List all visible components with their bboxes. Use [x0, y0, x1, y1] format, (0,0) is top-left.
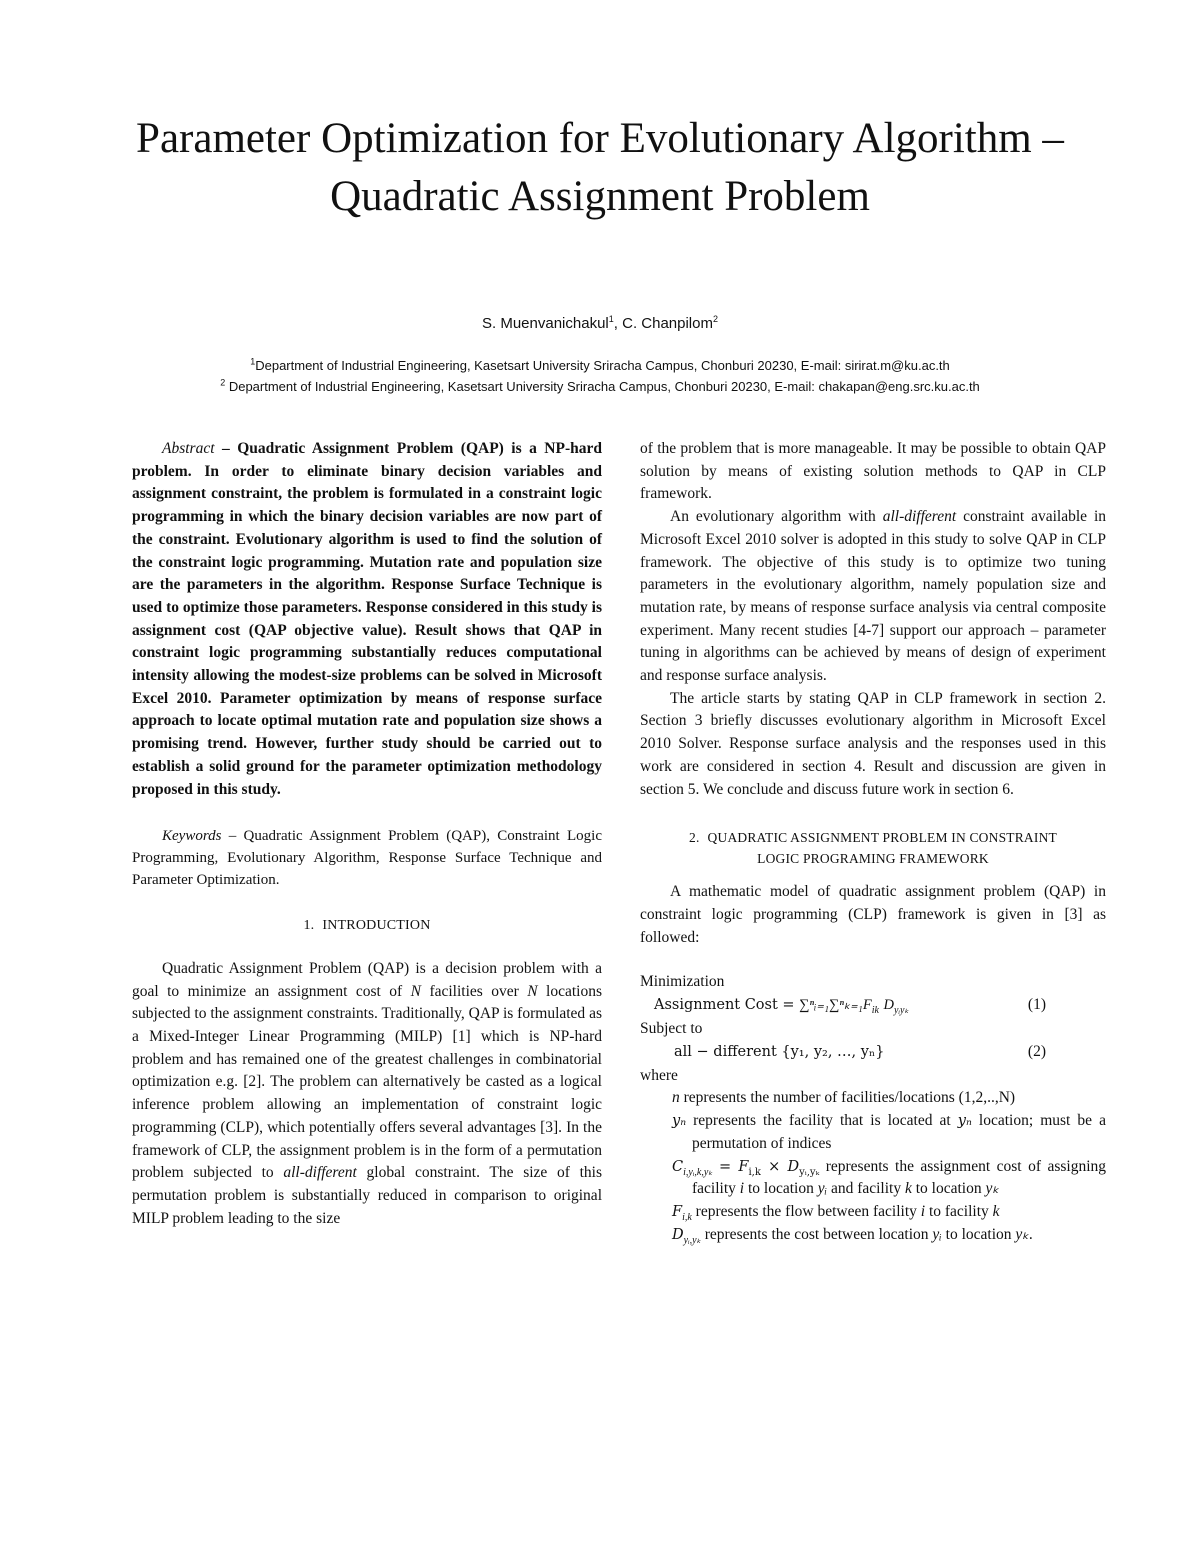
where-c-text-4: to location: [911, 1180, 986, 1198]
symbol-c: C: [672, 1158, 684, 1175]
author-2-sup: 2: [712, 314, 718, 324]
intro-p1-n1: N: [410, 982, 421, 1000]
symbol-yn-2: yₙ: [957, 1113, 972, 1130]
where-yn-text-2: location; must be a permutation of indices: [692, 1112, 1107, 1152]
affiliation-2-text: Department of Industrial Engineering, Kasetsart University Sriracha Campus, Chonburi 20230, E-mail: chakapan@eng.src.ku.ac.th: [225, 379, 980, 394]
title-line-1: Parameter Optimization for Evolutionary Algorithm –: [136, 115, 1064, 162]
intro-p1-d: global constraint. The size of this permutation problem is substantially reduced in comparison to original MILP problem leading to the size: [132, 1164, 602, 1227]
right-column: [640, 438, 1106, 1246]
intro-p2-a: An evolutionary algorithm with: [670, 508, 883, 526]
where-yn-text: represents the facility that is located at: [686, 1112, 958, 1130]
section-1-number: 1.: [303, 918, 315, 934]
intro-p2-alldiff: all-different: [882, 508, 957, 526]
where-f-text: represents the flow between facility: [691, 1202, 921, 1220]
affiliation-1-text: Department of Industrial Engineering, Kasetsart University Sriracha Campus, Chonburi 20230, E-mail: sirirat.m@ku.ac.th: [255, 358, 950, 373]
abstract-dash: –: [214, 440, 238, 457]
author-separator: ,: [613, 315, 623, 332]
where-item-n: [640, 1087, 1106, 1110]
section-2-title-line-2: LOGIC PROGRAMING FRAMEWORK: [757, 851, 989, 867]
symbol-yi: yᵢ: [817, 1180, 828, 1198]
symbol-k: k: [904, 1180, 912, 1198]
affiliation-1-sup: 1: [250, 356, 256, 367]
equation-1-lhs: Assignment Cost =: [654, 997, 800, 1014]
where-item-f: $F_{i,k}$ represents the flow between facility i to facility k: [672, 1202, 1000, 1224]
where-c-text-3: and facility: [827, 1180, 905, 1198]
abstract: [132, 438, 602, 801]
author-1-sup: 1: [608, 314, 614, 324]
intro-p1-b: facilities over: [421, 982, 528, 1000]
intro-p2-b: constraint available in Microsoft Excel 2010 solver is adopted in this study to solve QAP in CLP framework. The objective of this study is to optimize two tuning parameters in the evolutionary algorithm, namely population size and mutation rate, by means of response surface analysis via central composite experiment. Many recent studies [4-7] support our approach – parameter tuning in algorithms can be achieved by means of design of experiment and response surface analysis.: [640, 508, 1107, 685]
paper-title: [60, 110, 1140, 226]
section-2-heading: [640, 827, 1106, 869]
author-1: S. Muenvanichakul: [482, 315, 609, 332]
equation-1-expression: Assignment Cost = $\sum^nᵢ_{=1}\sum^n_{k=1}F_{ik}$ $D_{yᵢy_k}$: [654, 997, 909, 1016]
where-item-yn: [640, 1110, 1106, 1155]
author-2: C. Chanpilom: [622, 315, 713, 332]
intro-p1-a: Quadratic Assignment Problem (QAP) is a decision problem with a goal to minimize an assignment cost of: [132, 959, 602, 1000]
left-column: [132, 438, 602, 1230]
authors: [0, 315, 1200, 332]
where-f-text-2: to facility: [925, 1202, 993, 1220]
where-d-text-2: to location: [941, 1225, 1016, 1243]
equation-2: [640, 1041, 1106, 1065]
symbol-n: n: [672, 1089, 680, 1107]
where-d-text: represents the cost between location: [700, 1225, 933, 1243]
where-n-text: represents the number of facilities/locations (1,2,..,N): [679, 1089, 1016, 1107]
where-item-d: $D_{yᵢ,y_k}$ represents the cost between location yᵢ to location yₖ.: [672, 1225, 1033, 1246]
where-label: where: [640, 1066, 678, 1084]
intro-paragraph-2: [640, 506, 1106, 688]
where-item-c: $C_{i,yᵢ,k,y_k} = F_{i,k} \times D_{yᵢ,y_k}$ represents the assignment cost of assigning facility i to location yᵢ and facility k to location yₖ: [672, 1157, 1107, 1198]
equation-1-number: (1): [1027, 996, 1046, 1014]
symbol-yn: yₙ: [672, 1113, 687, 1130]
minimization-label: Minimization: [640, 973, 725, 991]
affiliation-2: [0, 379, 1200, 394]
section-1-heading: [132, 915, 602, 938]
subject-to-label: Subject to: [640, 1020, 703, 1038]
intro-paragraph-1-continued: of the problem that is more manageable. It may be possible to obtain QAP solution by means of existing solution methods to QAP in CLP framework.: [640, 440, 1106, 503]
title-line-2: Quadratic Assignment Problem: [330, 173, 870, 220]
affiliation-1: [0, 358, 1200, 373]
section-1-title: INTRODUCTION: [322, 918, 431, 934]
intro-paragraph-3: The article starts by stating QAP in CLP framework in section 2. Section 3 briefly discusses evolutionary algorithm in Microsoft Excel 2010 Solver. Response surface analysis and the responses used in this work are considered in section 4. Result and discussion are given in section 5. We conclude and discuss future work in section 6.: [640, 689, 1106, 798]
section-2-title-line-1: QUADRATIC ASSIGNMENT PROBLEM IN CONSTRAINT: [707, 830, 1057, 846]
symbol-f: F: [672, 1203, 683, 1220]
symbol-yk: yₖ: [985, 1180, 999, 1198]
keywords-label: Keywords: [162, 828, 222, 845]
section-2-number: 2.: [689, 830, 700, 846]
keywords: [132, 825, 602, 891]
intro-p1-n2: N: [527, 982, 538, 1000]
symbol-k-2: k: [992, 1202, 1000, 1220]
equation-2-number: (2): [1027, 1042, 1046, 1060]
symbol-i-2: i: [920, 1202, 926, 1220]
where-d-end: .: [1028, 1225, 1033, 1243]
affiliation-2-sup: 2: [220, 377, 226, 388]
intro-p1-c: locations subjected to the assignment constraints. Traditionally, QAP is formulated as a Mixed-Integer Linear Programming (MILP) [1] which is NP-hard problem and has remained one of the greatest challenges in combinatorial optimization e.g. [2]. The problem can alternatively be casted as a logical inference problem allowing an implementation of constraint logic programming (CLP), which potentially offers several advantages [3]. In the framework of CLP, the assignment problem is in the form of a permutation problem subjected to: [132, 982, 602, 1182]
intro-p1-alldiff: all-different: [283, 1164, 357, 1182]
intro-paragraph-1: [132, 958, 602, 1230]
abstract-text: Quadratic Assignment Problem (QAP) is a NP-hard problem. In order to eliminate binary decision variables and assignment constraint, the problem is formulated in a constraint logic programming in which the binary decision variables are now part of the constraint. Evolutionary algorithm is used to find the solution of the constraint logic programming. Mutation rate and population size are the parameters in the algorithm. Response Surface Technique is used to optimize those parameters. Response considered in this study is assignment cost (QAP objective value). Result shows that QAP in constraint logic programming substantially reduces computational intensity allowing the modest-size problems can be solved in Microsoft Excel 2010. Parameter optimization by means of response surface approach to locate optimal mutation rate and population size shows a promising trend. However, further study should be carried out to establish a solid ground for the parameter optimization methodology proposed in this study.: [132, 440, 602, 798]
symbol-i: i: [739, 1180, 745, 1198]
keywords-dash: –: [221, 828, 244, 845]
abstract-label: Abstract: [162, 440, 215, 457]
where-c-text: represents the assignment cost of assigning facility: [692, 1157, 1107, 1198]
keywords-text: Quadratic Assignment Problem (QAP), Constraint Logic Programming, Evolutionary Algorithm, Response Surface Technique and Parameter Optimization.: [132, 828, 602, 889]
symbol-d: D: [672, 1226, 684, 1243]
symbol-yk-2: yₖ: [1015, 1225, 1029, 1243]
equation-1: [640, 994, 1106, 1018]
equation-2-expression: all − different {y₁, y₂, …, yₙ}: [674, 1043, 885, 1060]
equation-1-rhs: ∑ⁿᵢ₌₁∑ⁿₖ₌₁F: [799, 997, 872, 1014]
symbol-yi-2: yᵢ: [932, 1225, 942, 1243]
section-2-intro: A mathematic model of quadratic assignment problem (QAP) in constraint logic programming (CLP) framework is given in [3] as followed:: [640, 883, 1106, 946]
where-c-text-2: to location: [744, 1180, 818, 1198]
